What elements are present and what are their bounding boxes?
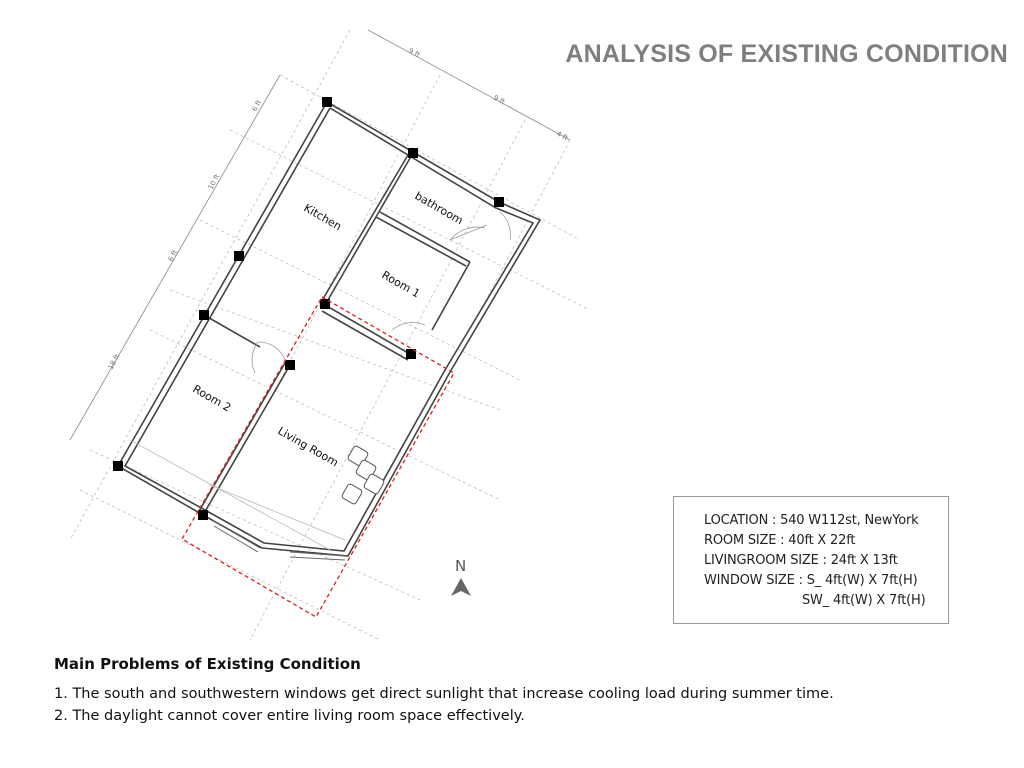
problem-item-1: 1. The south and southwestern windows get direct sunlight that increase cooling load during summer time. (54, 686, 834, 702)
dimension-top-c: 4 ft (555, 129, 570, 143)
info-box (673, 496, 949, 624)
dimension-top-a: 9 ft (407, 46, 422, 60)
room-label-kitchen: Kitchen (301, 201, 344, 234)
dimension-lines (70, 30, 570, 440)
info-location: LOCATION : 540 W112st, NewYork (704, 513, 919, 528)
dimension-left-c: 6 ft (166, 248, 180, 263)
sofa-icon (341, 445, 385, 505)
info-living-size: LIVINGROOM SIZE : 24ft X 13ft (704, 553, 898, 568)
problem-item-2: 2. The daylight cannot cover entire living room space effectively. (54, 708, 525, 724)
north-arrow-icon (451, 578, 471, 596)
room-label-room1: Room 1 (379, 268, 423, 301)
walls (118, 102, 540, 556)
north-label: N (455, 557, 467, 575)
page-title: ANALYSIS OF EXISTING CONDITION (565, 40, 1008, 68)
info-room-size: ROOM SIZE : 40ft X 22ft (704, 533, 856, 548)
dimension-left-b: 10 ft (206, 172, 222, 191)
room-label-bathroom: bathroom (412, 189, 466, 228)
info-window-size: WINDOW SIZE : S_ 4ft(W) X 7ft(H) (704, 573, 918, 588)
problems-section (54, 655, 834, 727)
problems-heading: Main Problems of Existing Condition (54, 655, 361, 673)
columns (113, 97, 504, 520)
door-swings (252, 212, 510, 373)
dimension-top-b: 9 ft (492, 93, 507, 107)
room-label-living: Living Room (275, 424, 341, 470)
info-window-size-sw: SW_ 4ft(W) X 7ft(H) (802, 593, 926, 608)
room-label-room2: Room 2 (190, 382, 234, 415)
dimension-left-a: 6 ft (250, 98, 264, 113)
dimension-left-d: 18 ft (106, 352, 122, 371)
grid-lines (70, 30, 590, 640)
